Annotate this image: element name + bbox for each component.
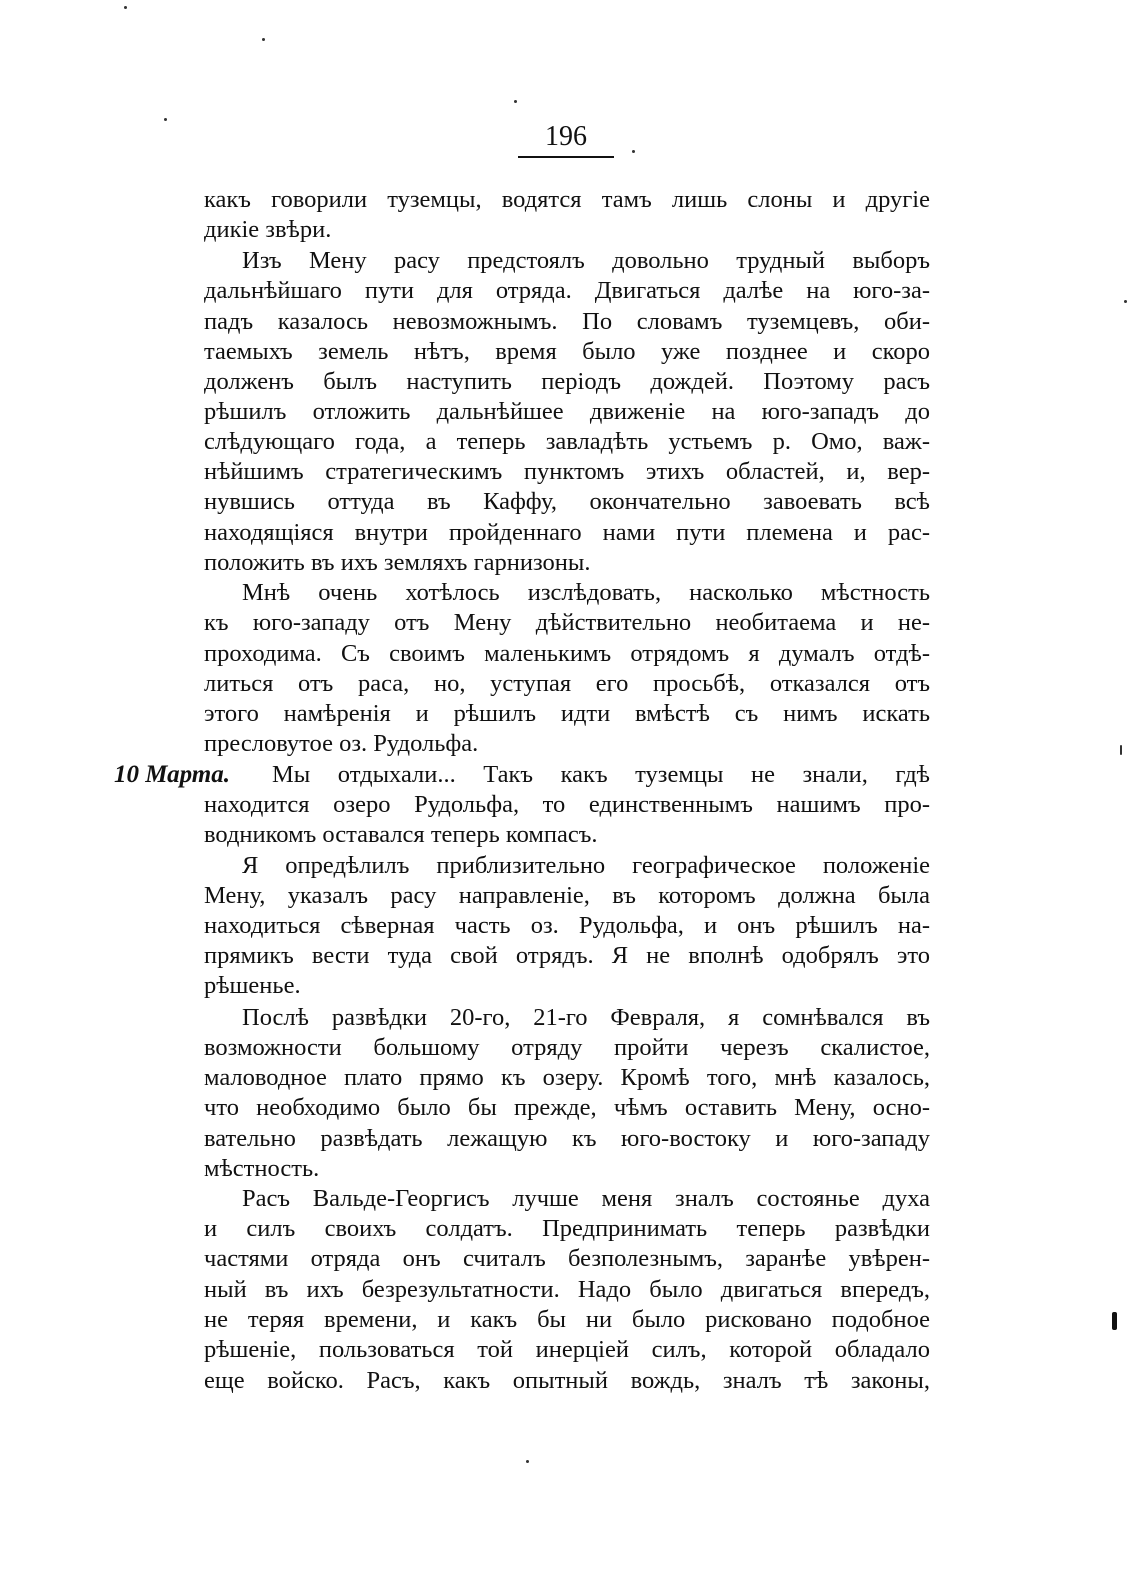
page-number: 196 — [518, 120, 614, 158]
text-line: Изъ Мену расу предстоялъ довольно трудный выборъ — [242, 247, 930, 274]
text-line: ный въ ихъ безрезультатности. Надо было двигаться впередъ, — [204, 1276, 930, 1303]
text-line: Я опредѣлилъ приблизительно географическое положеніе — [242, 852, 930, 879]
ink-speck — [1120, 745, 1122, 755]
text-line: дикіе звѣри. — [204, 216, 332, 243]
text-line: находящіяся внутри пройденнаго нами пути племена и рас- — [204, 519, 930, 546]
ink-speck — [514, 100, 517, 103]
text-line: рѣшеніе, пользоваться той инерціей силъ, которой обладало — [204, 1336, 930, 1363]
text-line: возможности большому отряду пройти черезъ скалистое, — [204, 1034, 930, 1061]
text-line: находится озеро Рудольфа, то единственнымъ нашимъ про- — [204, 791, 930, 818]
ink-speck — [632, 150, 635, 153]
text-line: къ юго-западу отъ Мену дѣйствительно необитаема и не- — [204, 609, 930, 636]
text-line: положить въ ихъ земляхъ гарнизоны. — [204, 549, 591, 576]
text-line: литься отъ раса, но, уступая его просьбѣ, отказался отъ — [204, 670, 930, 697]
text-line: проходима. Съ своимъ маленькимъ отрядомъ я думалъ отдѣ- — [204, 640, 930, 667]
ink-speck — [124, 6, 127, 9]
ink-speck — [526, 1460, 529, 1463]
margin-date-note: 10 Марта. — [114, 761, 230, 788]
text-line: этого намѣренія и рѣшилъ идти вмѣстѣ съ нимъ искать — [204, 700, 930, 727]
text-line: мѣстность. — [204, 1155, 320, 1182]
text-line: Послѣ развѣдки 20-го, 21-го Февраля, я сомнѣвался въ — [242, 1004, 930, 1031]
text-line: не теряя времени, и какъ бы ни было рисковано подобное — [204, 1306, 930, 1333]
text-line: долженъ былъ наступить періодъ дождей. Поэтому расъ — [204, 368, 930, 395]
text-line: прямикъ вести туда свой отрядъ. Я не вполнѣ одобрялъ это — [204, 942, 930, 969]
ink-speck — [1112, 1312, 1117, 1330]
text-line: и силъ своихъ солдатъ. Предпринимать теперь развѣдки — [204, 1215, 930, 1242]
text-line: Мы отдыхали... Такъ какъ туземцы не знали, гдѣ — [272, 761, 930, 788]
text-line: таемыхъ земель нѣтъ, время было уже позднее и скоро — [204, 338, 930, 365]
text-line: рѣшенье. — [204, 972, 301, 999]
text-line: Мнѣ очень хотѣлось изслѣдовать, насколько мѣстность — [242, 579, 930, 606]
text-line: Расъ Вальде-Георгисъ лучше меня зналъ состоянье духа — [242, 1185, 930, 1212]
text-line: какъ говорили туземцы, водятся тамъ лишь слоны и другіе — [204, 186, 930, 213]
text-line: частями отряда онъ считалъ безполезнымъ, заранѣе увѣрен- — [204, 1245, 930, 1272]
text-line: падъ казалось невозможнымъ. По словамъ туземцевъ, оби- — [204, 308, 930, 335]
ink-speck — [164, 118, 167, 121]
text-line: что необходимо было бы прежде, чѣмъ оставить Мену, осно- — [204, 1094, 930, 1121]
text-line: еще войско. Расъ, какъ опытный вождь, зналъ тѣ законы, — [204, 1367, 930, 1394]
text-line: Мену, указалъ расу направленіе, въ которомъ должна была — [204, 882, 930, 909]
ink-speck — [1124, 300, 1127, 303]
text-line: вательно развѣдать лежащую къ юго-востоку и юго-западу — [204, 1125, 930, 1152]
text-line: нѣйшимъ стратегическимъ пунктомъ этихъ областей, и, вер- — [204, 458, 930, 485]
text-line: нувшись оттуда въ Каффу, окончательно завоевать всѣ — [204, 488, 930, 515]
ink-speck — [262, 38, 265, 41]
text-line: маловодное плато прямо къ озеру. Кромѣ того, мнѣ казалось, — [204, 1064, 930, 1091]
text-line: дальнѣйшаго пути для отряда. Двигаться далѣе на юго-за- — [204, 277, 930, 304]
text-line: водникомъ оставался теперь компасъ. — [204, 821, 598, 848]
text-line: слѣдующаго года, а теперь завладѣть устьемъ р. Омо, важ- — [204, 428, 930, 455]
text-line: рѣшилъ отложить дальнѣйшее движеніе на юго-западъ до — [204, 398, 930, 425]
text-line: находиться сѣверная часть оз. Рудольфа, и онъ рѣшилъ на- — [204, 912, 930, 939]
text-line: пресловутое оз. Рудольфа. — [204, 730, 479, 757]
